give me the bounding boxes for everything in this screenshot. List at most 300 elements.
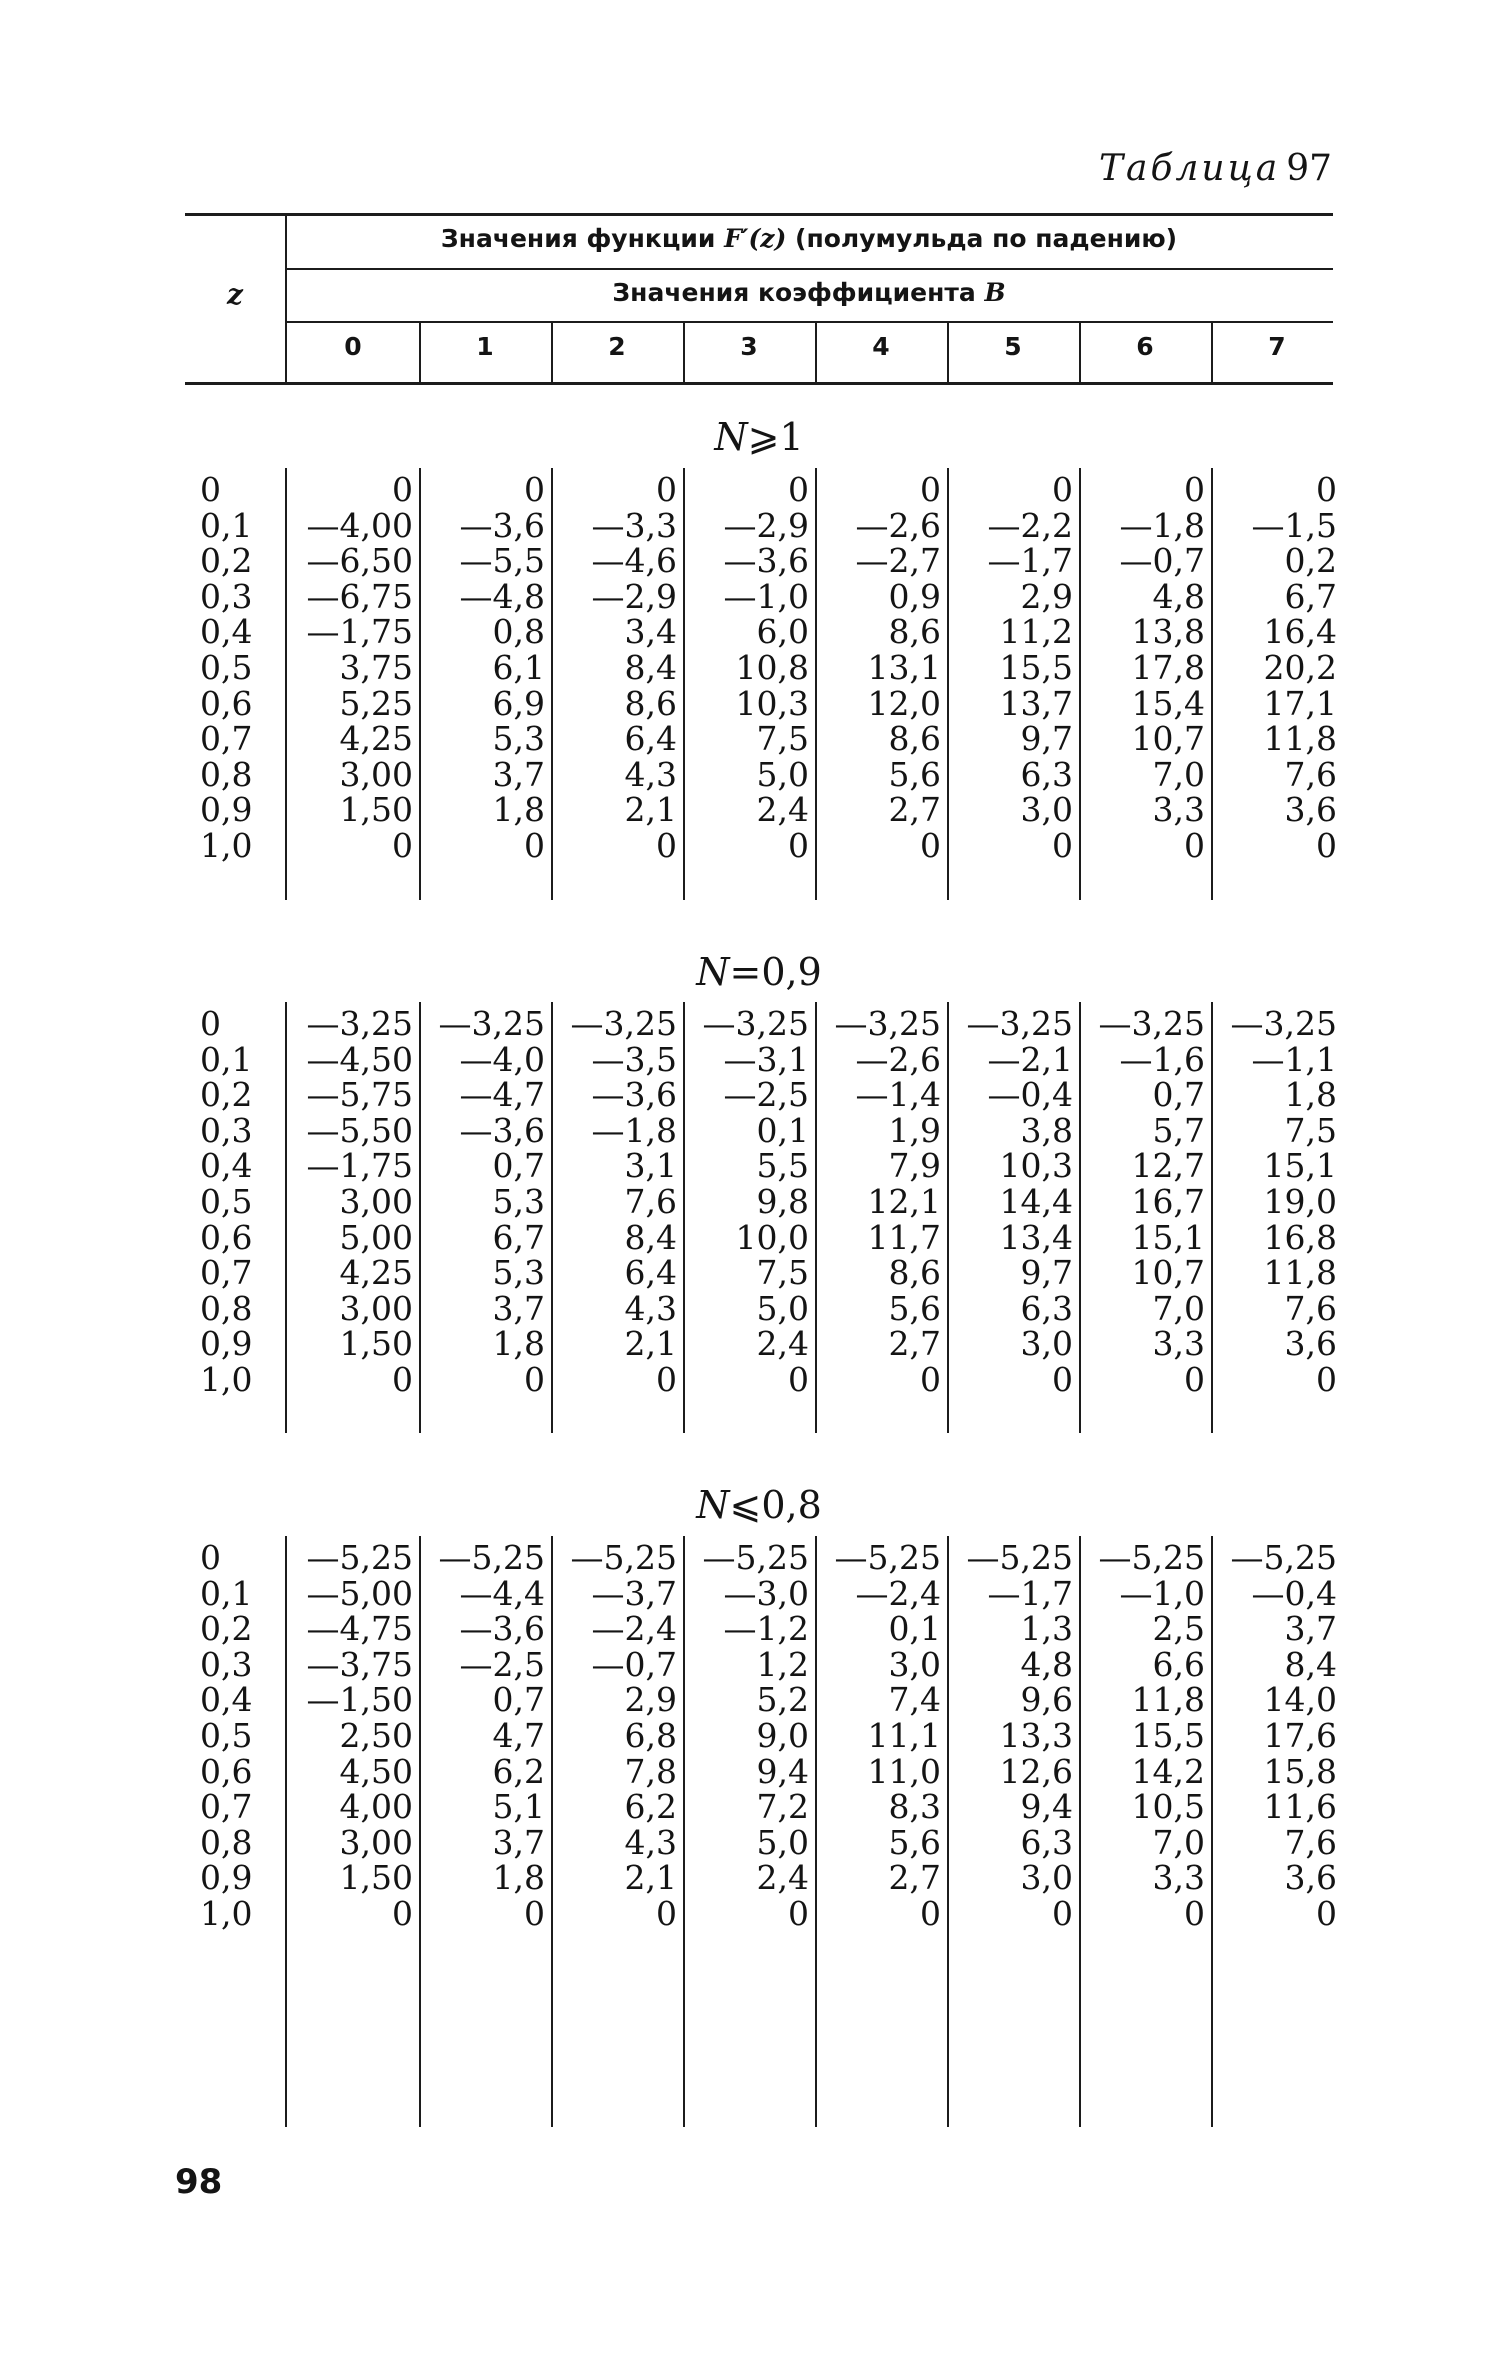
table-cell: 8,4: [624, 648, 677, 687]
table-cell: 12,0: [867, 683, 941, 723]
table-cell: 12,6: [999, 1751, 1073, 1791]
z-value-cell: 0: [200, 470, 221, 509]
table-cell: 6,2: [492, 1751, 545, 1791]
table-cell: 10,3: [999, 1146, 1073, 1186]
table-cell: —5,25: [702, 1538, 809, 1577]
z-value-cell: 0,6: [200, 1751, 253, 1791]
table-cell: 10,8: [735, 648, 809, 687]
table-cell: 0,7: [492, 1146, 545, 1186]
table-cell: 7,6: [1284, 1822, 1337, 1862]
table-cell: 1,8: [1284, 1075, 1337, 1115]
header-function-title: [285, 224, 1333, 253]
table-cell: —5,25: [1098, 1538, 1205, 1577]
table-cell: —2,6: [855, 505, 941, 545]
table-cell: —2,6: [855, 1039, 941, 1079]
table-cell: 3,7: [492, 1822, 545, 1862]
table-cell: 14,2: [1131, 1751, 1205, 1791]
table-cell: —3,6: [459, 1110, 545, 1150]
z-value-cell: 0,4: [200, 1146, 253, 1186]
table-cell: 16,8: [1263, 1217, 1337, 1257]
z-value-cell: 0,2: [200, 1609, 253, 1649]
table-cell: 1,8: [492, 1324, 545, 1364]
table-cell: 8,6: [888, 719, 941, 759]
table-cell: 16,7: [1131, 1182, 1205, 1221]
table-cell: —2,5: [723, 1075, 809, 1115]
table-cell: 15,1: [1131, 1217, 1205, 1257]
table-cell: 4,3: [624, 754, 677, 794]
table-cell: —1,75: [306, 1146, 413, 1186]
section-condition: ⩾1: [747, 415, 804, 459]
function-label: Значения функции: [440, 224, 716, 253]
table-cell: 7,5: [756, 719, 809, 759]
table-cell: 11,8: [1263, 719, 1337, 759]
table-cell: 0: [1184, 1360, 1205, 1399]
table-cell: 0: [1316, 826, 1337, 865]
section-title: [185, 950, 1333, 994]
table-cell: —5,50: [306, 1110, 413, 1150]
table-cell: —1,75: [306, 612, 413, 652]
column-header-b0: 0: [344, 332, 362, 361]
table-cell: 3,3: [1152, 1324, 1205, 1364]
table-cell: —1,2: [723, 1609, 809, 1649]
table-cell: 0: [1184, 826, 1205, 865]
table-cell: 11,0: [867, 1751, 941, 1791]
table-cell: 0: [1316, 470, 1337, 509]
table-cell: 0: [1316, 1894, 1337, 1933]
table-cell: —1,5: [1251, 505, 1337, 545]
table-cell: 2,1: [624, 1324, 677, 1364]
table-cell: —0,7: [591, 1644, 677, 1684]
z-value-cell: 0: [200, 1004, 221, 1043]
table-cell: 6,7: [492, 1217, 545, 1257]
table-cell: 16,4: [1263, 612, 1337, 652]
table-cell: —1,1: [1251, 1039, 1337, 1079]
header-column-separator: [947, 323, 949, 382]
table-cell: 0: [788, 1360, 809, 1399]
table-cell: 8,4: [624, 1217, 677, 1257]
table-cell: —2,9: [723, 505, 809, 545]
header-column-separator: [285, 215, 287, 382]
table-cell: 4,3: [624, 1822, 677, 1862]
z-value-cell: 0,2: [200, 541, 253, 581]
table-cell: 17,6: [1263, 1716, 1337, 1755]
table-cell: —3,75: [306, 1644, 413, 1684]
table-cell: —1,7: [987, 1573, 1073, 1613]
table-cell: 5,0: [756, 1288, 809, 1328]
table-cell: 3,8: [1020, 1110, 1073, 1150]
z-value-cell: 0,4: [200, 1680, 253, 1720]
section-symbol: N: [696, 950, 730, 994]
table-cell: 19,0: [1263, 1182, 1337, 1221]
table-cell: 0,7: [492, 1680, 545, 1720]
table-cell: 0: [524, 470, 545, 509]
header-coef-title: [285, 278, 1333, 307]
table-cell: —2,4: [855, 1573, 941, 1613]
table-cell: 1,50: [339, 1324, 413, 1364]
z-value-cell: 0,9: [200, 790, 253, 830]
table-cell: —4,4: [459, 1573, 545, 1613]
table-cell: —4,6: [591, 541, 677, 581]
table-cell: 7,0: [1152, 1822, 1205, 1862]
table-cell: 11,8: [1131, 1680, 1205, 1720]
table-cell: 15,8: [1263, 1751, 1337, 1791]
table-cell: 6,1: [492, 648, 545, 687]
table-cell: 1,50: [339, 1858, 413, 1898]
table-cell: —5,25: [966, 1538, 1073, 1577]
table-cell: —1,7: [987, 541, 1073, 581]
table-cell: 0: [1184, 1894, 1205, 1933]
table-cell: 3,00: [339, 1822, 413, 1862]
table-cell: —5,25: [1230, 1538, 1337, 1577]
table-cell: 3,6: [1284, 1324, 1337, 1364]
table-cell: 0: [788, 1894, 809, 1933]
table-cell: 7,0: [1152, 1288, 1205, 1328]
table-cell: 13,1: [867, 648, 941, 687]
table-cell: 14,4: [999, 1182, 1073, 1221]
table-cell: 7,6: [1284, 754, 1337, 794]
table-cell: —5,75: [306, 1075, 413, 1115]
table-cell: —3,6: [723, 541, 809, 581]
table-cell: 0: [1184, 470, 1205, 509]
table-cell: 2,7: [888, 790, 941, 830]
table-cell: 4,3: [624, 1288, 677, 1328]
table-cell: 10,7: [1131, 1253, 1205, 1293]
table-cell: 10,0: [735, 1217, 809, 1257]
table-cell: 13,7: [999, 683, 1073, 723]
table-cell: —1,50: [306, 1680, 413, 1720]
table-cell: 15,5: [999, 648, 1073, 687]
section-symbol: N: [714, 415, 748, 459]
header-column-separator: [683, 323, 685, 382]
z-value-cell: 0,2: [200, 1075, 253, 1115]
header-column-separator: [815, 323, 817, 382]
table-cell: 7,9: [888, 1146, 941, 1186]
table-cell: —4,00: [306, 505, 413, 545]
table-cell: 6,2: [624, 1787, 677, 1827]
table-cell: 5,3: [492, 1182, 545, 1221]
table-cell: —0,4: [987, 1075, 1073, 1115]
table-cell: 0: [920, 1360, 941, 1399]
table-cell: 0: [1316, 1360, 1337, 1399]
table-cell: —3,25: [306, 1004, 413, 1043]
table-cell: 6,9: [492, 683, 545, 723]
table-cell: 0: [524, 1894, 545, 1933]
table-cell: —3,25: [834, 1004, 941, 1043]
column-header-b5: 5: [1004, 332, 1022, 361]
table-cell: 3,00: [339, 1182, 413, 1221]
table-cell: 5,3: [492, 719, 545, 759]
table-cell: —1,6: [1119, 1039, 1205, 1079]
table-cell: 7,2: [756, 1787, 809, 1827]
table-cell: 4,25: [339, 1253, 413, 1293]
function-note: (полумульда по падению): [795, 224, 1178, 253]
z-value-cell: 0,1: [200, 1039, 253, 1079]
table-cell: 0: [524, 1360, 545, 1399]
table-cell: —5,00: [306, 1573, 413, 1613]
table-cell: 6,3: [1020, 1822, 1073, 1862]
table-cell: —5,5: [459, 541, 545, 581]
table-cell: 20,2: [1263, 648, 1337, 687]
z-value-cell: 0,1: [200, 505, 253, 545]
table-cell: 17,8: [1131, 648, 1205, 687]
table-cell: 0: [656, 1360, 677, 1399]
table-cell: 1,2: [756, 1644, 809, 1684]
column-header-b1: 1: [476, 332, 494, 361]
table-cell: 10,3: [735, 683, 809, 723]
table-cell: 7,6: [1284, 1288, 1337, 1328]
table-cell: 1,3: [1020, 1609, 1073, 1649]
table-cell: 4,7: [492, 1716, 545, 1755]
table-cell: —1,4: [855, 1075, 941, 1115]
z-value-cell: 0,6: [200, 1217, 253, 1257]
table-cell: —4,8: [459, 576, 545, 616]
table-cell: 5,0: [756, 1822, 809, 1862]
table-cell: 0: [1052, 1360, 1073, 1399]
table-cell: 5,25: [339, 683, 413, 723]
section-condition: ⩽0,8: [729, 1483, 822, 1527]
z-value-cell: 0,8: [200, 1822, 253, 1862]
section-condition: =0,9: [729, 950, 822, 994]
table-cell: 2,9: [1020, 576, 1073, 616]
table-cell: 1,9: [888, 1110, 941, 1150]
z-value-cell: 0,7: [200, 719, 253, 759]
table-cell: 7,4: [888, 1680, 941, 1720]
table-cell: 3,0: [1020, 790, 1073, 830]
table-cell: 13,4: [999, 1217, 1073, 1257]
table-cell: —3,5: [591, 1039, 677, 1079]
table-cell: 11,7: [867, 1217, 941, 1257]
table-cell: —3,25: [702, 1004, 809, 1043]
table-cell: 1,8: [492, 790, 545, 830]
header-column-separator: [419, 323, 421, 382]
table-cell: 7,6: [624, 1182, 677, 1221]
table-cell: —3,25: [570, 1004, 677, 1043]
table-cell: 5,0: [756, 754, 809, 794]
table-cell: 0: [392, 826, 413, 865]
table-cell: 12,7: [1131, 1146, 1205, 1186]
table-cell: 6,3: [1020, 754, 1073, 794]
caption-number: 97: [1286, 148, 1332, 189]
table-cell: —2,7: [855, 541, 941, 581]
z-value-cell: 0,8: [200, 754, 253, 794]
table-cell: —2,1: [987, 1039, 1073, 1079]
table-cell: 6,7: [1284, 576, 1337, 616]
z-value-cell: 0,3: [200, 1644, 253, 1684]
top-rule: [185, 213, 1333, 216]
table-cell: 0,7: [1152, 1075, 1205, 1115]
table-cell: 3,3: [1152, 790, 1205, 830]
table-cell: 0,8: [492, 612, 545, 652]
caption-word: Таблица: [1099, 148, 1281, 189]
table-cell: 6,8: [624, 1716, 677, 1755]
z-column-header: z: [227, 278, 243, 311]
table-cell: 5,00: [339, 1217, 413, 1257]
column-header-b6: 6: [1136, 332, 1154, 361]
table-cell: 10,5: [1131, 1787, 1205, 1827]
table-cell: 3,7: [492, 754, 545, 794]
z-value-cell: 0: [200, 1538, 221, 1577]
table-cell: 5,2: [756, 1680, 809, 1720]
table-cell: 8,6: [624, 683, 677, 723]
table-cell: 7,5: [1284, 1110, 1337, 1150]
table-cell: 7,8: [624, 1751, 677, 1791]
table-cell: 4,8: [1152, 576, 1205, 616]
z-value-cell: 0,1: [200, 1573, 253, 1613]
table-cell: 9,7: [1020, 1253, 1073, 1293]
table-cell: 3,6: [1284, 790, 1337, 830]
z-value-cell: 0,6: [200, 683, 253, 723]
table-cell: 1,50: [339, 790, 413, 830]
table-cell: 2,4: [756, 1324, 809, 1364]
table-cell: 6,3: [1020, 1288, 1073, 1328]
table-cell: 15,1: [1263, 1146, 1337, 1186]
table-cell: 0: [656, 826, 677, 865]
table-cell: 13,8: [1131, 612, 1205, 652]
table-cell: 9,7: [1020, 719, 1073, 759]
table-cell: —3,25: [1098, 1004, 1205, 1043]
table-cell: —3,6: [459, 1609, 545, 1649]
table-cell: —3,0: [723, 1573, 809, 1613]
table-cell: 5,5: [756, 1146, 809, 1186]
table-cell: —3,7: [591, 1573, 677, 1613]
z-value-cell: 1,0: [200, 1360, 253, 1399]
table-cell: —1,0: [1119, 1573, 1205, 1613]
table-cell: 5,6: [888, 1822, 941, 1862]
header-divider-2: [285, 321, 1333, 323]
table-cell: —0,7: [1119, 541, 1205, 581]
table-cell: 5,3: [492, 1253, 545, 1293]
page-number: 98: [175, 2162, 223, 2202]
table-cell: 1,8: [492, 1858, 545, 1898]
table-cell: 7,5: [756, 1253, 809, 1293]
table-cell: 3,3: [1152, 1858, 1205, 1898]
table-cell: 15,5: [1131, 1716, 1205, 1755]
table-cell: 8,6: [888, 1253, 941, 1293]
header-column-separator: [1079, 323, 1081, 382]
table-cell: 12,1: [867, 1182, 941, 1221]
header-column-separator: [551, 323, 553, 382]
table-cell: —5,25: [570, 1538, 677, 1577]
table-cell: 3,7: [492, 1288, 545, 1328]
column-header-b2: 2: [608, 332, 626, 361]
table-caption: [1099, 148, 1332, 189]
table-cell: 13,3: [999, 1716, 1073, 1755]
table-cell: 3,00: [339, 1288, 413, 1328]
z-value-cell: 0,7: [200, 1253, 253, 1293]
table-cell: 5,6: [888, 754, 941, 794]
table-cell: —1,8: [591, 1110, 677, 1150]
table-cell: 4,25: [339, 719, 413, 759]
table-cell: 0,9: [888, 576, 941, 616]
table-cell: 2,5: [1152, 1609, 1205, 1649]
table-cell: —2,2: [987, 505, 1073, 545]
table-cell: —3,6: [591, 1075, 677, 1115]
table-cell: —3,25: [438, 1004, 545, 1043]
table-cell: 9,4: [756, 1751, 809, 1791]
table-cell: 2,1: [624, 790, 677, 830]
table-cell: 2,7: [888, 1858, 941, 1898]
z-value-cell: 0,8: [200, 1288, 253, 1328]
table-cell: —4,0: [459, 1039, 545, 1079]
table-cell: 0,1: [888, 1609, 941, 1649]
header-column-separator: [1211, 323, 1213, 382]
table-cell: 4,00: [339, 1787, 413, 1827]
table-cell: 0: [920, 826, 941, 865]
table-cell: —2,9: [591, 576, 677, 616]
table-cell: 0: [1052, 1894, 1073, 1933]
coef-symbol: B: [984, 278, 1006, 307]
table-cell: 0: [920, 1894, 941, 1933]
table-cell: 15,4: [1131, 683, 1205, 723]
table-cell: 0: [392, 1360, 413, 1399]
table-cell: 6,0: [756, 612, 809, 652]
table-cell: 8,4: [1284, 1644, 1337, 1684]
table-cell: 0: [1052, 470, 1073, 509]
table-cell: 5,6: [888, 1288, 941, 1328]
section-symbol: N: [696, 1483, 730, 1527]
table-cell: —4,75: [306, 1609, 413, 1649]
table-cell: 4,50: [339, 1751, 413, 1791]
table-cell: 9,8: [756, 1182, 809, 1221]
z-value-cell: 0,3: [200, 576, 253, 616]
table-cell: 4,8: [1020, 1644, 1073, 1684]
table-cell: —5,25: [306, 1538, 413, 1577]
section-title: [185, 415, 1333, 459]
table-cell: 17,1: [1263, 683, 1337, 723]
column-header-b4: 4: [872, 332, 890, 361]
table-cell: 0: [920, 470, 941, 509]
table-cell: 0: [788, 826, 809, 865]
table-cell: —4,50: [306, 1039, 413, 1079]
z-value-cell: 0,4: [200, 612, 253, 652]
coef-label: Значения коэффициента: [612, 278, 976, 307]
table-cell: 0: [524, 826, 545, 865]
table-cell: 3,6: [1284, 1858, 1337, 1898]
section-title: [185, 1483, 1333, 1527]
table-cell: 2,4: [756, 1858, 809, 1898]
table-cell: —4,7: [459, 1075, 545, 1115]
table-cell: 2,4: [756, 790, 809, 830]
table-cell: 6,6: [1152, 1644, 1205, 1684]
table-cell: 11,6: [1263, 1787, 1337, 1827]
z-value-cell: 0,7: [200, 1787, 253, 1827]
table-cell: 11,1: [867, 1716, 941, 1755]
table-cell: 5,1: [492, 1787, 545, 1827]
z-value-cell: 0,5: [200, 1716, 253, 1755]
z-value-cell: 0,3: [200, 1110, 253, 1150]
table-cell: 2,9: [624, 1680, 677, 1720]
table-cell: 8,3: [888, 1787, 941, 1827]
table-cell: 3,0: [888, 1644, 941, 1684]
table-cell: 0: [656, 1894, 677, 1933]
table-cell: 9,6: [1020, 1680, 1073, 1720]
table-cell: 5,7: [1152, 1110, 1205, 1150]
header-rule: [185, 382, 1333, 385]
table-cell: 11,8: [1263, 1253, 1337, 1293]
table-cell: 0,1: [756, 1110, 809, 1150]
table-cell: —5,25: [834, 1538, 941, 1577]
table-cell: 3,75: [339, 648, 413, 687]
table-cell: 6,4: [624, 1253, 677, 1293]
table-cell: —3,25: [1230, 1004, 1337, 1043]
table-cell: 3,7: [1284, 1609, 1337, 1649]
table-cell: —3,25: [966, 1004, 1073, 1043]
table-cell: 7,0: [1152, 754, 1205, 794]
table-cell: 3,4: [624, 612, 677, 652]
table-cell: 3,1: [624, 1146, 677, 1186]
table-cell: 14,0: [1263, 1680, 1337, 1720]
table-cell: 2,7: [888, 1324, 941, 1364]
